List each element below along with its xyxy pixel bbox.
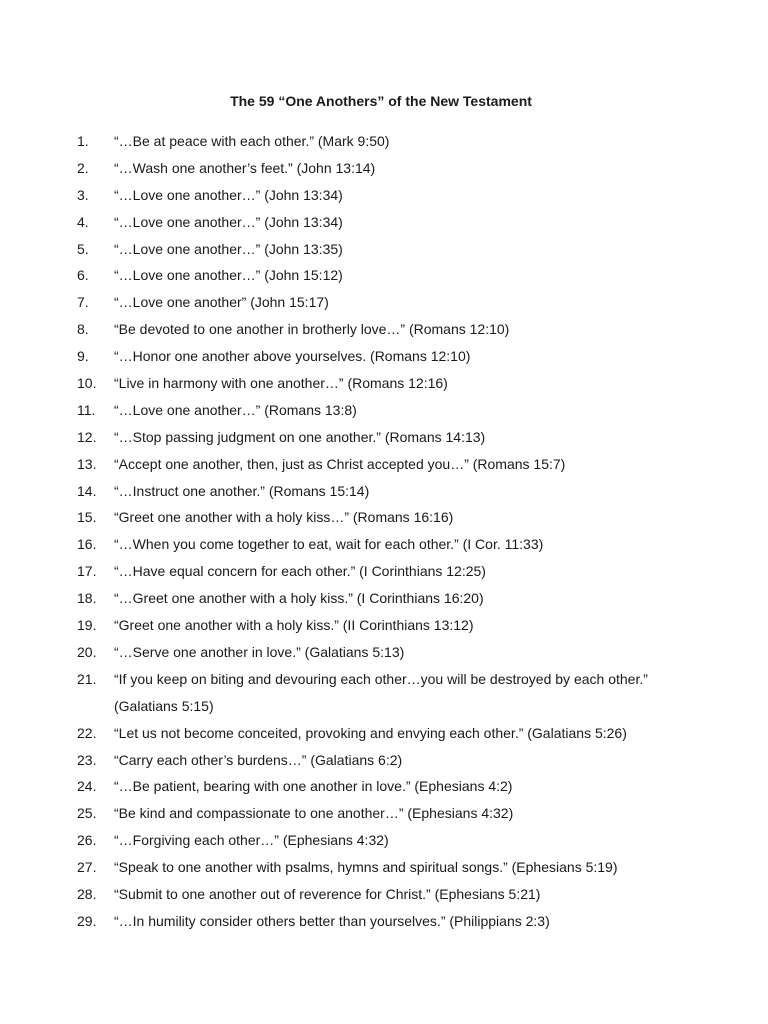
item-text-continued: (Galatians 5:15): [114, 697, 214, 714]
list-item: [0, 558, 768, 585]
item-text: “…When you come together to eat, wait for each other.” (I Cor. 11:33): [114, 536, 544, 553]
item-number: 14.: [77, 482, 97, 499]
item-text: “Speak to one another with psalms, hymns and spiritual songs.” (Ephesians 5:19): [114, 859, 618, 876]
item-text: “Accept one another, then, just as Christ accepted you…” (Romans 15:7): [114, 455, 566, 472]
item-text: “…Be patient, bearing with one another in love.” (Ephesians 4:2): [114, 778, 513, 795]
item-number: 3.: [77, 186, 89, 203]
item-text: “…Stop passing judgment on one another.” (Romans 14:13): [114, 428, 486, 445]
item-number: 13.: [77, 455, 97, 472]
item-text: “…Serve one another in love.” (Galatians 5:13): [114, 643, 405, 660]
item-text: “…Instruct one another.” (Romans 15:14): [114, 482, 370, 499]
item-number: 8.: [77, 321, 89, 338]
list-item: [0, 504, 768, 531]
item-number: 25.: [77, 805, 97, 822]
item-number: 27.: [77, 859, 97, 876]
item-number: 29.: [77, 912, 97, 929]
list-item: [0, 155, 768, 182]
list-item: [0, 639, 768, 666]
list-item: [0, 666, 768, 720]
item-number: 24.: [77, 778, 97, 795]
list-item: [0, 182, 768, 209]
item-text: “If you keep on biting and devouring each other…you will be destroyed by each other.”: [114, 670, 648, 687]
list-item: [0, 397, 768, 424]
list-item: [0, 531, 768, 558]
item-number: 12.: [77, 428, 97, 445]
list-item: [0, 585, 768, 612]
item-number: 16.: [77, 536, 97, 553]
list-item: [0, 451, 768, 478]
item-text: “Let us not become conceited, provoking and envying each other.” (Galatians 5:26): [114, 724, 627, 741]
item-number: 15.: [77, 509, 97, 526]
item-number: 18.: [77, 590, 97, 607]
verse-list: [0, 128, 768, 935]
item-text: “Greet one another with a holy kiss…” (Romans 16:16): [114, 509, 454, 526]
list-item: [0, 262, 768, 289]
list-item: [0, 612, 768, 639]
item-number: 4.: [77, 213, 89, 230]
item-number: 2.: [77, 159, 89, 176]
item-text: “…Be at peace with each other.” (Mark 9:50): [114, 133, 390, 149]
item-text: “Live in harmony with one another…” (Romans 12:16): [114, 375, 448, 392]
item-number: 1.: [77, 133, 89, 149]
item-text: “…Love one another…” (Romans 13:8): [114, 401, 357, 418]
item-number: 22.: [77, 724, 97, 741]
item-text: “Greet one another with a holy kiss.” (II Corinthians 13:12): [114, 617, 474, 634]
list-item: [0, 747, 768, 774]
item-number: 28.: [77, 885, 97, 902]
item-text: “…Love one another…” (John 13:34): [114, 213, 343, 230]
item-number: 19.: [77, 617, 97, 634]
item-number: 23.: [77, 751, 97, 768]
item-text: “…Wash one another’s feet.” (John 13:14): [114, 159, 376, 176]
item-text: “Carry each other’s burdens…” (Galatians 6:2): [114, 751, 403, 768]
list-item: [0, 773, 768, 800]
list-item: [0, 289, 768, 316]
item-number: 21.: [77, 670, 97, 687]
list-item: [0, 478, 768, 505]
list-item: [0, 343, 768, 370]
item-number: 11.: [77, 401, 96, 418]
list-item: [0, 424, 768, 451]
list-item: [0, 800, 768, 827]
document-title: The 59 “One Anothers” of the New Testament: [230, 93, 532, 109]
item-text: “…Love one another…” (John 13:34): [114, 186, 343, 203]
list-item: [0, 854, 768, 881]
item-text: “Be devoted to one another in brotherly love…” (Romans 12:10): [114, 321, 510, 338]
item-number: 7.: [77, 294, 89, 311]
item-text: “…Love one another” (John 15:17): [114, 294, 329, 311]
list-item: [0, 128, 768, 155]
list-item: [0, 209, 768, 236]
item-text: “…In humility consider others better than yourselves.” (Philippians 2:3): [114, 912, 550, 929]
item-text: “…Love one another…” (John 13:35): [114, 240, 343, 257]
item-text: “Be kind and compassionate to one another…” (Ephesians 4:32): [114, 805, 514, 822]
item-number: 20.: [77, 643, 97, 660]
list-item: [0, 908, 768, 935]
item-text: “…Love one another…” (John 15:12): [114, 267, 343, 284]
item-number: 6.: [77, 267, 89, 284]
list-item: [0, 316, 768, 343]
item-text: “…Honor one another above yourselves. (Romans 12:10): [114, 348, 471, 365]
item-number: 10.: [77, 375, 97, 392]
item-number: 17.: [77, 563, 97, 580]
list-item: [0, 881, 768, 908]
item-text: “…Forgiving each other…” (Ephesians 4:32): [114, 832, 389, 849]
item-text: “…Have equal concern for each other.” (I Corinthians 12:25): [114, 563, 486, 580]
item-text: “Submit to one another out of reverence for Christ.” (Ephesians 5:21): [114, 885, 541, 902]
list-item: [0, 370, 768, 397]
list-item: [0, 827, 768, 854]
item-number: 5.: [77, 240, 89, 257]
list-item: [0, 720, 768, 747]
item-number: 26.: [77, 832, 97, 849]
item-text: “…Greet one another with a holy kiss.” (I Corinthians 16:20): [114, 590, 484, 607]
item-number: 9.: [77, 348, 89, 365]
list-item: [0, 236, 768, 263]
